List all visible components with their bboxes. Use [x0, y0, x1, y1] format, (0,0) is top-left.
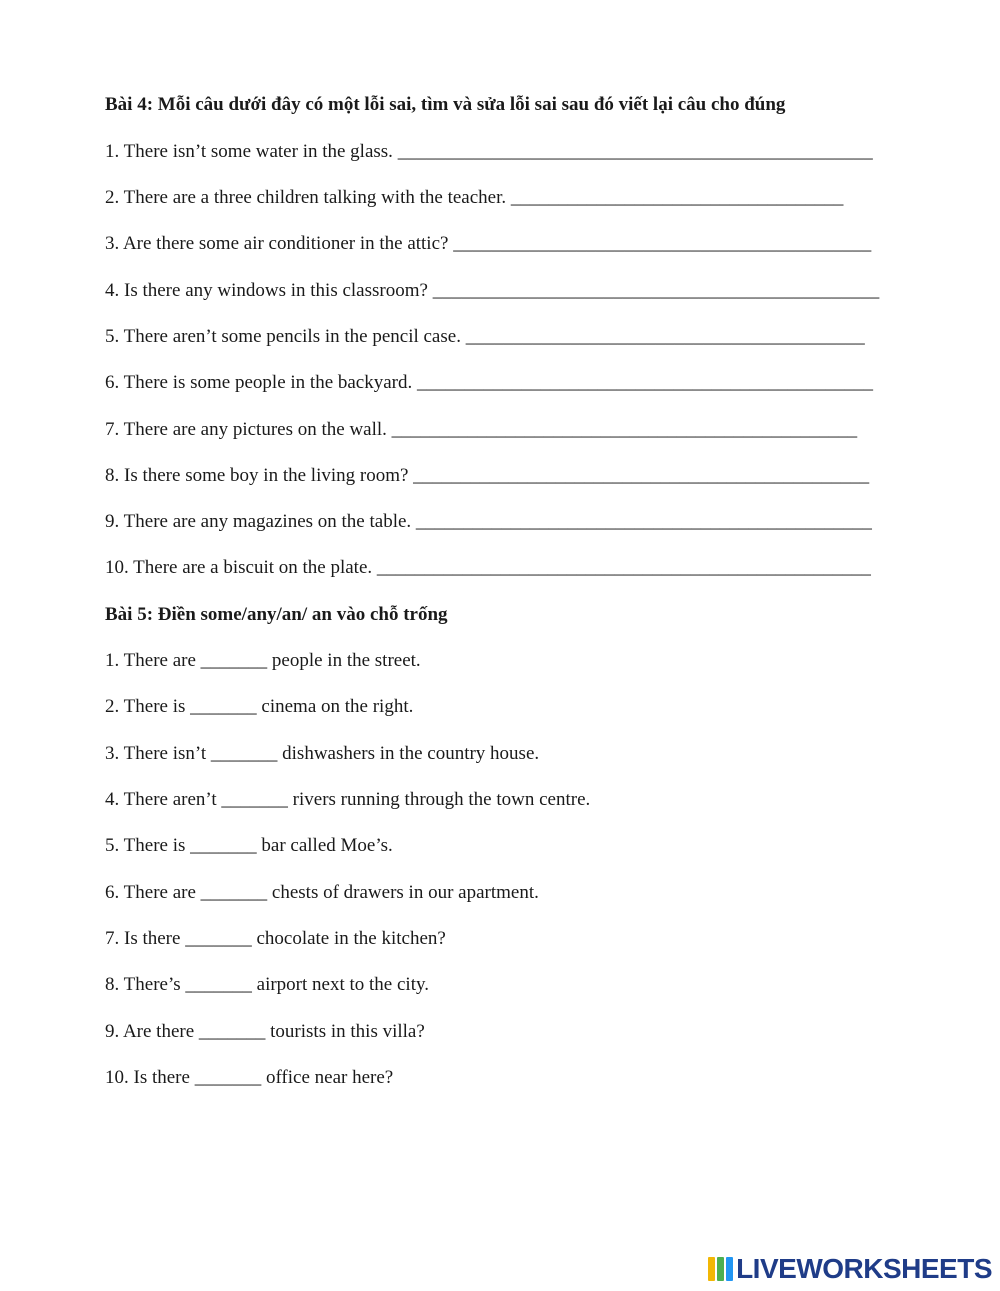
question-suffix: chests of drawers in our apartment. — [271, 882, 539, 903]
section-4-item-9 — [105, 510, 872, 534]
section-5-heading: Bài 5: Điền some/any/an/ an vào chỗ trống — [105, 604, 448, 625]
answer-blank[interactable]: _______________________________________________ — [432, 280, 880, 301]
logo-mark-bar — [717, 1257, 724, 1281]
logo-mark-bar — [708, 1257, 715, 1281]
answer-blank[interactable]: ________________________________________________ — [413, 465, 870, 486]
section-5-item-2 — [105, 695, 413, 719]
section-5-item-4 — [105, 788, 590, 812]
question-text: 2. There are a three children talking with the teacher. — [105, 187, 507, 208]
section-4-item-1 — [105, 140, 873, 164]
answer-blank[interactable]: __________________________________________ — [465, 326, 865, 347]
answer-blank[interactable]: __________________________________________________ — [397, 141, 873, 162]
liveworksheets-logo — [708, 1254, 992, 1284]
fill-blank[interactable]: _______ — [198, 1021, 266, 1042]
fill-blank[interactable]: _______ — [200, 882, 268, 903]
question-prefix: 3. There isn’t — [105, 743, 207, 764]
section-5-item-6 — [105, 881, 539, 905]
logo-text: LIVEWORKSHEETS — [736, 1253, 992, 1284]
section-4-item-7 — [105, 418, 857, 442]
section-4-heading: Bài 4: Mỗi câu dưới đây có một lỗi sai, tìm và sửa lỗi sai sau đó viết lại câu cho đúng — [105, 94, 786, 115]
section-5-item-7 — [105, 927, 446, 951]
question-text: 6. There is some people in the backyard. — [105, 372, 413, 393]
fill-blank[interactable]: _______ — [221, 789, 288, 810]
question-prefix: 1. There are — [105, 650, 196, 671]
section-4-item-10 — [105, 556, 871, 580]
question-prefix: 2. There is — [105, 696, 186, 717]
question-suffix: office near here? — [265, 1067, 394, 1088]
question-text: 3. Are there some air conditioner in the attic? — [105, 233, 449, 254]
question-suffix: airport next to the city. — [256, 974, 429, 995]
fill-blank[interactable]: _______ — [190, 835, 257, 856]
liveworksheets-logo-icon — [708, 1257, 733, 1281]
question-suffix: dishwashers in the country house. — [282, 743, 540, 764]
question-prefix: 4. There aren’t — [105, 789, 217, 810]
section-5-item-3 — [105, 742, 539, 766]
answer-blank[interactable]: _________________________________________________ — [391, 419, 858, 440]
section-5-item-8 — [105, 973, 429, 997]
section-4-item-3 — [105, 232, 871, 256]
question-prefix: 5. There is — [105, 835, 186, 856]
logo-mark-bar — [726, 1257, 733, 1281]
answer-blank[interactable]: ___________________________________ — [510, 187, 844, 208]
question-suffix: tourists in this villa? — [270, 1021, 425, 1042]
question-prefix: 9. Are there — [105, 1021, 195, 1042]
question-suffix: people in the street. — [271, 650, 421, 671]
question-suffix: chocolate in the kitchen? — [256, 928, 446, 949]
question-prefix: 7. Is there — [105, 928, 181, 949]
question-suffix: cinema on the right. — [261, 696, 414, 717]
answer-blank[interactable]: ____________________________________________________ — [376, 557, 871, 578]
section-5-item-9 — [105, 1020, 425, 1044]
question-text: 10. There are a biscuit on the plate. — [105, 557, 373, 578]
section-5-item-5 — [105, 834, 393, 858]
question-prefix: 10. Is there — [105, 1067, 190, 1088]
section-5-item-1 — [105, 649, 421, 673]
answer-blank[interactable]: ________________________________________________ — [415, 511, 872, 532]
section-4-item-2 — [105, 186, 843, 210]
question-prefix: 8. There’s — [105, 974, 181, 995]
question-text: 1. There isn’t some water in the glass. — [105, 141, 393, 162]
question-text: 8. Is there some boy in the living room? — [105, 465, 409, 486]
fill-blank[interactable]: _______ — [210, 743, 278, 764]
fill-blank[interactable]: _______ — [185, 928, 252, 949]
fill-blank[interactable]: _______ — [194, 1067, 262, 1088]
question-text: 7. There are any pictures on the wall. — [105, 419, 387, 440]
question-suffix: rivers running through the town centre. — [292, 789, 591, 810]
question-text: 5. There aren’t some pencils in the pencil case. — [105, 326, 461, 347]
section-4-item-6 — [105, 371, 873, 395]
fill-blank[interactable]: _______ — [185, 974, 252, 995]
question-suffix: bar called Moe’s. — [261, 835, 393, 856]
question-text: 4. Is there any windows in this classroom? — [105, 280, 428, 301]
question-prefix: 6. There are — [105, 882, 196, 903]
section-4-item-8 — [105, 464, 869, 488]
fill-blank[interactable]: _______ — [190, 696, 257, 717]
section-4-item-4 — [105, 279, 879, 303]
section-5-item-10 — [105, 1066, 393, 1090]
section-4-item-5 — [105, 325, 865, 349]
answer-blank[interactable]: ____________________________________________ — [453, 233, 872, 254]
answer-blank[interactable]: ________________________________________________ — [417, 372, 873, 393]
question-text: 9. There are any magazines on the table. — [105, 511, 412, 532]
fill-blank[interactable]: _______ — [200, 650, 268, 671]
